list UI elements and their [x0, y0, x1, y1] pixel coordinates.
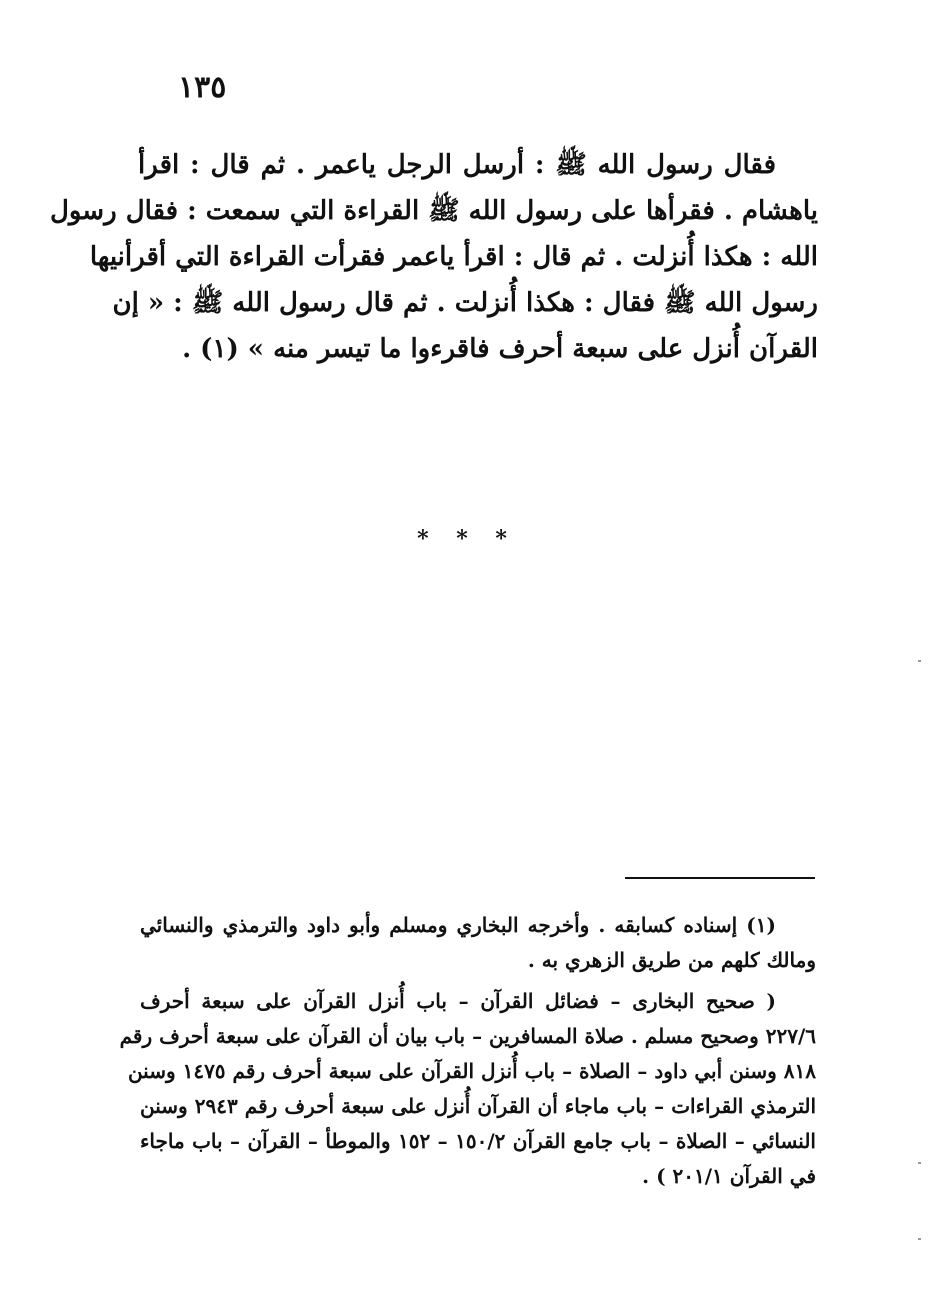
footnotes-block	[119, 908, 817, 1194]
scan-edge-mark	[918, 1162, 921, 1164]
footnote-line: ( صحيح البخارى – فضائل القرآن – باب أُنزل القرآن على سبعة أحرف	[140, 989, 776, 1013]
main-text-line: القرآن أُنزل على سبعة أحرف فاقرءوا ما تيسر منه » (١) .	[182, 334, 818, 364]
main-text-block	[49, 142, 818, 372]
footnote-line: ومالك كلهم من طريق الزهري به .	[527, 948, 816, 972]
footnote-line: الترمذي القراءات – باب ماجاء أن القرآن أُنزل على سبعة أحرف رقم ٢٩٤٣ وسنن	[140, 1094, 817, 1118]
section-separator: * * *	[417, 526, 517, 552]
scan-edge-mark	[918, 660, 921, 662]
footnote-divider	[625, 877, 815, 879]
footnote-line: ٨١٨ وسنن أبي داود – الصلاة – باب أُنزل القرآن على سبعة أحرف رقم ١٤٧٥ وسنن	[127, 1059, 816, 1083]
footnote-line: النسائي – الصلاة – باب جامع القرآن ١٥٠/٢ – ١٥٢ والموطأ – القرآن – باب ماجاء	[140, 1129, 816, 1153]
main-text-line: رسول الله ﷺ فقال : هكذا أُنزلت . ثم قال رسول الله ﷺ : « إن	[112, 288, 818, 318]
main-text-line: ياهشام . فقرأها على رسول الله ﷺ القراءة التي سمعت : فقال رسول	[49, 196, 818, 226]
footnote-line: (١) إسناده كسابقه . وأخرجه البخاري ومسلم وأبو داود والترمذي والنسائي	[140, 913, 776, 937]
scan-edge-mark	[918, 1238, 921, 1240]
page-number: ١٣٥	[178, 70, 227, 105]
footnote-line: في القرآن ٢٠١/١ ) .	[642, 1164, 816, 1188]
footnote-line: ٢٢٧/٦ وصحيح مسلم . صلاة المسافرين – باب بيان أن القرآن على سبعة أحرف رقم	[119, 1024, 816, 1048]
main-text-line: الله : هكذا أُنزلت . ثم قال : اقرأ ياعمر فقرأت القراءة التي أقرأنيها	[89, 242, 818, 272]
main-text-line: فقال رسول الله ﷺ : أرسل الرجل ياعمر . ثم قال : اقرأ	[138, 150, 776, 180]
